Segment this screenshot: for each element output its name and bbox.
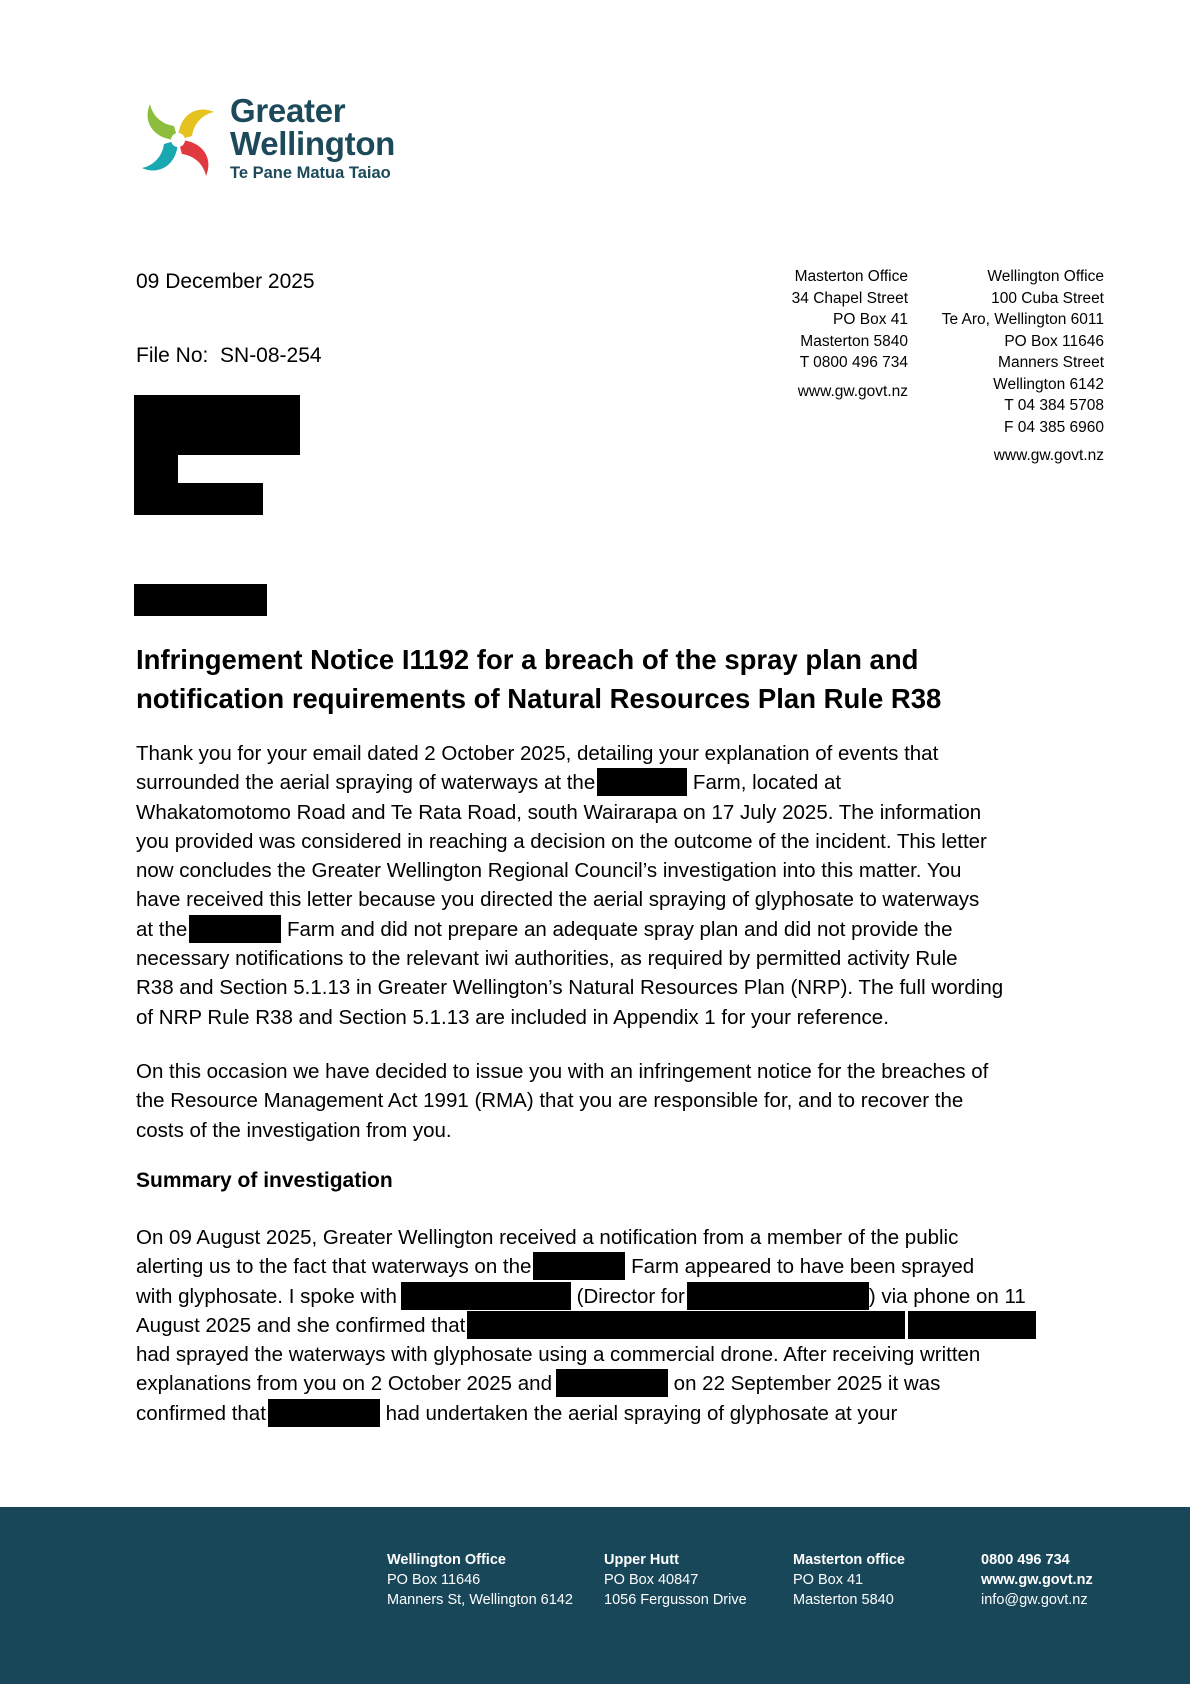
masterton-office-address — [792, 266, 908, 402]
logo-tagline: Te Pane Matua Taiao — [230, 164, 391, 182]
gw-wordmark — [230, 94, 395, 183]
text-line: with glyphosate. I spoke with (Director for ) via phone on 11 — [136, 1282, 1136, 1311]
address-line: Wellington Office — [987, 268, 1104, 285]
footer-phone: 0800 496 734 — [981, 1552, 1070, 1568]
text-line: Thank you for your email dated 2 October 2025, detailing your explanation of events that — [136, 742, 939, 765]
redacted-operator-name — [268, 1399, 380, 1427]
file-number: File No: SN-08-254 — [136, 344, 322, 367]
redacted-recipient-name — [134, 395, 300, 455]
heading-line: notification requirements of Natural Resources Plan Rule R38 — [136, 683, 942, 714]
redacted-farm-name — [189, 915, 281, 943]
text-line: at the Farm and did not prepare an adequate spray plan and did not provide the — [136, 915, 1136, 944]
paragraph-explanation — [136, 739, 1136, 1032]
text-line: the Resource Management Act 1991 (RMA) that you are responsible for, and to recover the — [136, 1089, 964, 1113]
footer-website: www.gw.govt.nz — [981, 1572, 1093, 1588]
footer-upper-hutt — [604, 1550, 747, 1610]
address-line: Wellington 6142 — [993, 375, 1104, 393]
address-line: T 04 384 5708 — [1004, 397, 1104, 414]
address-line: PO Box 41 — [833, 311, 908, 328]
text-line: had sprayed the waterways with glyphosate using a commercial drone. After receiving written — [136, 1343, 981, 1367]
address-line: F 04 385 6960 — [1004, 418, 1104, 436]
footer-title: Wellington Office — [387, 1552, 506, 1568]
text-line: On this occasion we have decided to issue you with an infringement notice for the breaches of — [136, 1060, 989, 1083]
text-line: now concludes the Greater Wellington Regional Council’s investigation into this matter. You — [136, 859, 962, 883]
redacted-farm-name — [597, 768, 687, 796]
address-line: PO Box 11646 — [1004, 332, 1104, 350]
logo-name-line1: Greater — [230, 92, 346, 129]
footer-email: info@gw.govt.nz — [981, 1592, 1088, 1608]
redacted-farm-name — [533, 1252, 625, 1280]
footer-contact — [981, 1550, 1093, 1610]
text-line: necessary notifications to the relevant iwi authorities, as required by permitted activity Rule — [136, 947, 958, 971]
wellington-office-address — [942, 266, 1104, 467]
text-line: R38 and Section 5.1.13 in Greater Wellington’s Natural Resources Plan (NRP). The full wording — [136, 976, 1004, 1000]
footer-masterton-office — [793, 1550, 905, 1610]
letter-date: 09 December 2025 — [136, 270, 315, 293]
text-line: explanations from you on 2 October 2025 and on 22 September 2025 it was — [136, 1369, 1136, 1398]
text-line: surrounded the aerial spraying of waterways at the Farm, located at — [136, 768, 1136, 797]
text-line: alerting us to the fact that waterways on the Farm appeared to have been sprayed — [136, 1252, 1136, 1281]
paragraph-summary — [136, 1223, 1136, 1428]
gw-swirl-logo-icon — [134, 96, 222, 184]
footer-line: 1056 Fergusson Drive — [604, 1592, 747, 1608]
letter-footer — [0, 1507, 1190, 1684]
masterton-website: www.gw.govt.nz — [797, 382, 908, 400]
footer-title: Masterton office — [793, 1552, 905, 1568]
redacted-recipient-address — [134, 455, 178, 483]
address-line: T 0800 496 734 — [799, 354, 908, 371]
heading-line: Infringement Notice I1192 for a breach of the spray plan and — [136, 644, 919, 675]
wellington-website: www.gw.govt.nz — [993, 447, 1104, 464]
text-line: of NRP Rule R38 and Section 5.1.13 are included in Appendix 1 for your reference. — [136, 1005, 889, 1029]
text-line: you provided was considered in reaching a decision on the outcome of the incident. This letter — [136, 829, 987, 853]
text-line: have received this letter because you directed the aerial spraying of glyphosate to waterways — [136, 888, 980, 912]
text-line: August 2025 and she confirmed that — [136, 1311, 1136, 1340]
letter-heading — [136, 640, 1076, 718]
footer-title: Upper Hutt — [604, 1552, 679, 1568]
text-line: confirmed that had undertaken the aerial spraying of glyphosate at your — [136, 1399, 1136, 1428]
redacted-operator-name — [467, 1311, 905, 1339]
footer-line: PO Box 41 — [793, 1572, 864, 1588]
footer-line: Masterton 5840 — [793, 1592, 894, 1608]
redacted-company-name — [687, 1282, 869, 1310]
redacted-salutation — [134, 584, 267, 616]
address-line: 100 Cuba Street — [991, 289, 1104, 307]
address-line: Te Aro, Wellington 6011 — [941, 311, 1104, 328]
address-line: Manners Street — [998, 354, 1104, 371]
paragraph-decision — [136, 1057, 1136, 1145]
footer-line: PO Box 11646 — [387, 1572, 481, 1588]
text-line: costs of the investigation from you. — [136, 1118, 452, 1142]
gw-logo — [134, 94, 434, 186]
redacted-recipient-address — [134, 483, 263, 515]
footer-line: Manners St, Wellington 6142 — [387, 1592, 573, 1608]
address-line: 34 Chapel Street — [791, 289, 908, 307]
logo-name-line2: Wellington — [230, 125, 396, 162]
section-subheading: Summary of investigation — [136, 1169, 393, 1192]
redacted-operator-name — [908, 1311, 1036, 1339]
address-line: Masterton Office — [794, 268, 908, 285]
text-line: Whakatomotomo Road and Te Rata Road, south Wairarapa on 17 July 2025. The information — [136, 800, 982, 824]
address-line: Masterton 5840 — [800, 332, 908, 350]
footer-wellington-office — [387, 1550, 573, 1610]
text-line: On 09 August 2025, Greater Wellington received a notification from a member of the public — [136, 1226, 959, 1249]
redacted-person-name — [401, 1282, 571, 1310]
redacted-operator-name — [556, 1369, 668, 1397]
footer-line: PO Box 40847 — [604, 1572, 699, 1588]
